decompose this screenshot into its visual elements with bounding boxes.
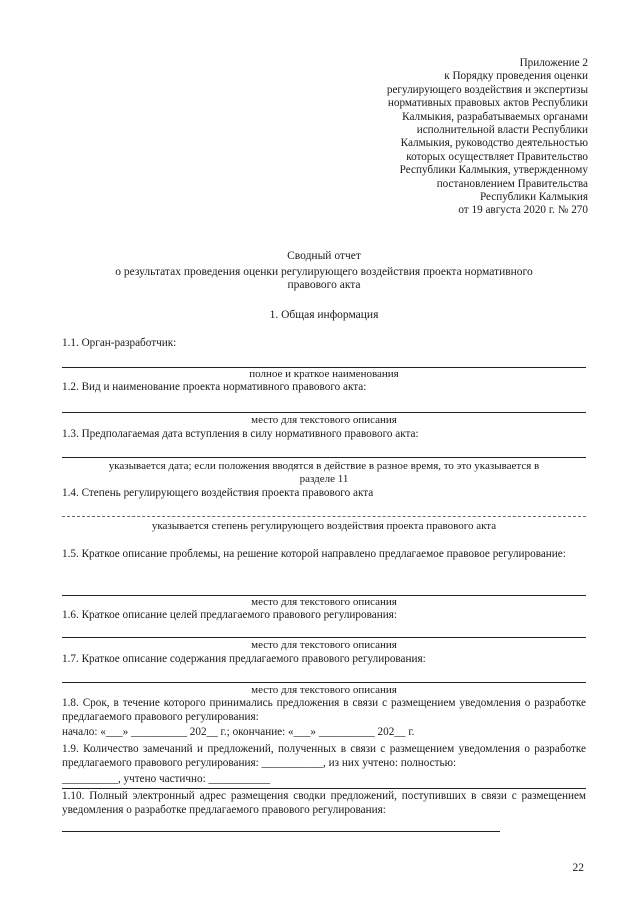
fill-line bbox=[62, 516, 586, 517]
annex-line: Республики Калмыкия, утвержденному bbox=[399, 164, 588, 177]
item-1-5: 1.5. Краткое описание проблемы, на решение которой направлено предлагаемое правовое регулирование: bbox=[62, 548, 566, 560]
hint-1-5: место для текстового описания bbox=[251, 596, 397, 608]
hint-1-3: указывается дата; если положения вводятся в действие в разное время, то это указывается в bbox=[108, 460, 540, 472]
annex-line: от 19 августа 2020 г. № 270 bbox=[458, 204, 588, 217]
item-1-9-cont: __________, учтено частично: ___________ bbox=[62, 773, 271, 785]
annex-line: исполнительной власти Республики bbox=[416, 124, 588, 137]
page-number: 22 bbox=[572, 862, 584, 874]
annex-line: Калмыкия, руководство деятельностью bbox=[400, 137, 588, 150]
item-1-2: 1.2. Вид и наименование проекта нормативного правового акта: bbox=[62, 381, 367, 393]
annex-line: постановлением Правительства bbox=[436, 177, 588, 190]
annex-line: Республики Калмыкия bbox=[479, 191, 588, 204]
annex-line: Приложение 2 bbox=[519, 57, 588, 69]
item-1-10: 1.10. Полный электронный адрес размещения сводки предложений, поступивших в связи с размещением уведомления о разработке предлагаемого правового регулирования: bbox=[62, 790, 586, 816]
annex-line: к Порядку проведения оценки bbox=[444, 70, 588, 83]
item-1-6: 1.6. Краткое описание целей предлагаемого правового регулирования: bbox=[62, 609, 397, 621]
fill-line bbox=[62, 788, 586, 789]
fill-line bbox=[62, 412, 586, 413]
annex-header bbox=[328, 57, 588, 218]
fill-line bbox=[62, 637, 586, 638]
hint-1-4: указывается степень регулирующего воздействия проекта правового акта bbox=[151, 520, 497, 532]
hint-1-3-cont: разделе 11 bbox=[299, 473, 349, 485]
annex-line: Калмыкия, разрабатываемых органами bbox=[402, 110, 588, 123]
report-subtitle: о результатах проведения оценки регулирующего воздействия проекта нормативного bbox=[115, 266, 533, 278]
annex-line: регулирующего воздействия и экспертизы bbox=[386, 83, 588, 96]
annex-line: которых осуществляет Правительство bbox=[406, 150, 588, 163]
annex-line: нормативных правовых актов Республики bbox=[387, 97, 588, 110]
item-1-8: 1.8. Срок, в течение которого принимались предложения в связи с размещением уведомления о разработке предлагаемого правового регулирования: bbox=[62, 697, 586, 723]
item-1-7: 1.7. Краткое описание содержания предлагаемого правового регулирования: bbox=[62, 653, 426, 665]
item-1-8-dates: начало: «___» __________ 202__ г.; окончание: «___» __________ 202__ г. bbox=[62, 726, 415, 738]
hint-1-2: место для текстового описания bbox=[251, 414, 397, 426]
item-1-3: 1.3. Предполагаемая дата вступления в силу нормативного правового акта: bbox=[62, 428, 419, 440]
report-subtitle-cont: правового акта bbox=[287, 279, 361, 291]
fill-line bbox=[62, 831, 500, 832]
item-1-4: 1.4. Степень регулирующего воздействия проекта правового акта bbox=[62, 487, 374, 499]
item-1-9: 1.9. Количество замечаний и предложений, полученных в связи с размещением уведомления о разработке предлагаемого правового регулирования: ___________, из них учтено: полностью: bbox=[62, 743, 586, 769]
hint-1-6: место для текстового описания bbox=[251, 639, 397, 651]
section-heading: 1. Общая информация bbox=[269, 309, 379, 321]
report-title: Сводный отчет bbox=[287, 250, 361, 262]
hint-1-1: полное и краткое наименования bbox=[249, 368, 399, 380]
hint-1-7: место для текстового описания bbox=[251, 684, 397, 696]
fill-line bbox=[62, 682, 586, 683]
item-1-1: 1.1. Орган-разработчик: bbox=[62, 337, 177, 349]
fill-line bbox=[62, 457, 586, 458]
